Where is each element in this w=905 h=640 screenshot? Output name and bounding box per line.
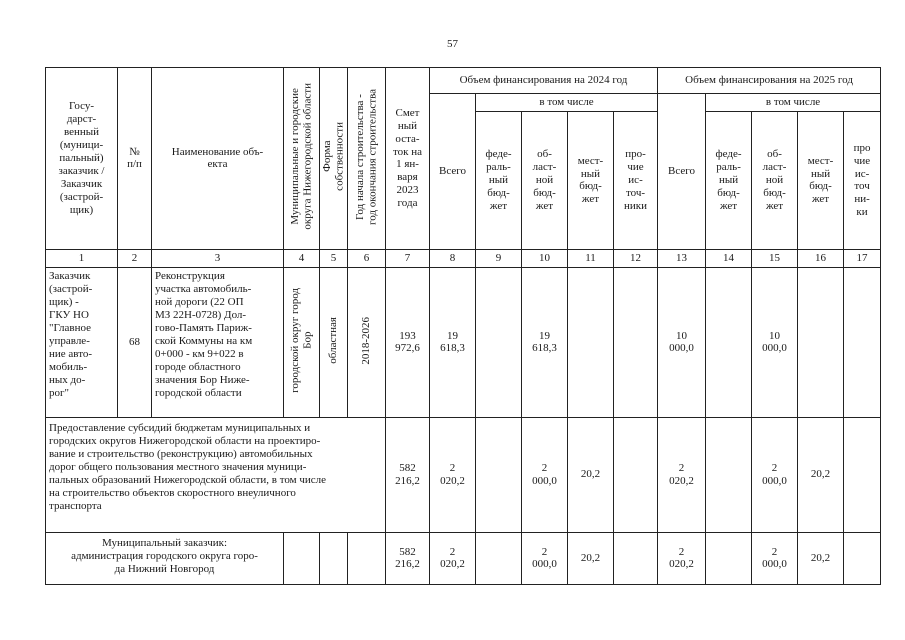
header-total-2024: Всего [430, 94, 476, 250]
header-regional-2024: об- ласт- ной бюд- жет [522, 111, 568, 249]
page-number: 57 [447, 38, 458, 50]
subsidy-regional-2024: 2 000,0 [522, 417, 568, 532]
col-num: 2 [118, 249, 152, 267]
header-other-2024: про- чие ис- точ- ники [614, 111, 658, 249]
header-federal-2024: феде- раль- ный бюд- жет [476, 111, 522, 249]
col-num: 12 [614, 249, 658, 267]
municipal-total-2025: 2 020,2 [658, 532, 706, 584]
header-ownership [320, 68, 348, 250]
municipal-regional-2025: 2 000,0 [752, 532, 798, 584]
subsidy-total-2025: 2 020,2 [658, 417, 706, 532]
col-num: 10 [522, 249, 568, 267]
header-municipality [284, 68, 320, 250]
col-num: 16 [798, 249, 844, 267]
header-estimate: Смет ный оста- ток на 1 ян- варя 2023 года [386, 68, 430, 250]
row-object-name: Реконструкция участка автомобиль- ной дороги (22 ОП МЗ 22Н-0728) Дол- гово-Память Париж- ской Коммуны на км 0+000 - км 9+022 в городе областного значения Бор Ниже- городской области [152, 267, 284, 417]
subsidy-federal-2025 [706, 417, 752, 532]
subsidy-total-2024: 2 020,2 [430, 417, 476, 532]
municipal-empty [284, 532, 320, 584]
municipal-federal-2024 [476, 532, 522, 584]
municipal-total-2024: 2 020,2 [430, 532, 476, 584]
subsidy-row [46, 417, 881, 532]
header-years [348, 68, 386, 250]
row-federal-2025 [706, 267, 752, 417]
header-federal-2025: феде- раль- ный бюд- жет [706, 111, 752, 249]
row-np: 68 [118, 267, 152, 417]
municipal-other-2025 [844, 532, 881, 584]
row-federal-2024 [476, 267, 522, 417]
col-num: 3 [152, 249, 284, 267]
municipal-regional-2024: 2 000,0 [522, 532, 568, 584]
subsidy-local-2024: 20,2 [568, 417, 614, 532]
subsidy-regional-2025: 2 000,0 [752, 417, 798, 532]
col-num: 13 [658, 249, 706, 267]
row-other-2025 [844, 267, 881, 417]
row-municipality-text: городской округ город Бор [288, 288, 314, 393]
subsidy-other-2024 [614, 417, 658, 532]
municipal-other-2024 [614, 532, 658, 584]
column-number-row [46, 249, 881, 267]
header-including-2024: в том числе [476, 94, 658, 112]
row-ownership [320, 267, 348, 417]
municipal-estimate: 582 216,2 [386, 532, 430, 584]
subsidy-federal-2024 [476, 417, 522, 532]
row-customer: Заказчик (застрой- щик) - ГКУ НО "Главное управле- ние авто- мобиль- ных до- рог" [46, 267, 118, 417]
financing-table [45, 67, 881, 585]
col-num: 14 [706, 249, 752, 267]
header-other-2025: про чие ис- точ ни- ки [844, 111, 881, 249]
municipal-local-2025: 20,2 [798, 532, 844, 584]
subsidy-local-2025: 20,2 [798, 417, 844, 532]
municipal-federal-2025 [706, 532, 752, 584]
row-local-2025 [798, 267, 844, 417]
header-years-text: Год начала строительства - год окончания строительства [353, 88, 379, 225]
col-num: 4 [284, 249, 320, 267]
municipal-empty [320, 532, 348, 584]
header-object-name: Наименование объ- екта [152, 68, 284, 250]
subsidy-description: Предоставление субсидий бюджетам муниципальных и городских округов Нижегородской области на проектиро- вание и строительство (реконструкцию) автомобильных дорог общего пользования местного значения муници- пальных образований Нижегородской области, в том числе на строительство объектов скоростного внеуличного транспорта [46, 417, 386, 532]
row-local-2024 [568, 267, 614, 417]
header-row-1 [46, 68, 881, 94]
row-regional-2025: 10 000,0 [752, 267, 798, 417]
header-customer: Госу- дарст- венный (муници- пальный) заказчик / Заказчик (застрой- щик) [46, 68, 118, 250]
row-estimate: 193 972,6 [386, 267, 430, 417]
municipal-empty [348, 532, 386, 584]
header-fin-2025: Объем финансирования на 2025 год [658, 68, 881, 94]
row-years [348, 267, 386, 417]
col-num: 15 [752, 249, 798, 267]
subsidy-other-2025 [844, 417, 881, 532]
row-other-2024 [614, 267, 658, 417]
col-num: 11 [568, 249, 614, 267]
row-regional-2024: 19 618,3 [522, 267, 568, 417]
row-total-2025: 10 000,0 [658, 267, 706, 417]
col-num: 5 [320, 249, 348, 267]
header-local-2025: мест- ный бюд- жет [798, 111, 844, 249]
col-num: 1 [46, 249, 118, 267]
subsidy-estimate: 582 216,2 [386, 417, 430, 532]
row-ownership-text: областная [327, 317, 340, 364]
municipal-row [46, 532, 881, 584]
header-np: № п/п [118, 68, 152, 250]
header-ownership-text: Форма собственности [320, 122, 346, 191]
row-years-text: 2018-2026 [360, 316, 373, 365]
col-num: 6 [348, 249, 386, 267]
table-row [46, 267, 881, 417]
row-municipality [284, 267, 320, 417]
col-num: 8 [430, 249, 476, 267]
col-num: 17 [844, 249, 881, 267]
municipal-local-2024: 20,2 [568, 532, 614, 584]
header-total-2025: Всего [658, 94, 706, 250]
col-num: 7 [386, 249, 430, 267]
header-municipality-text: Муниципальные и городские округа Нижегородской области [288, 83, 314, 230]
col-num: 9 [476, 249, 522, 267]
header-regional-2025: об- ласт- ной бюд- жет [752, 111, 798, 249]
municipal-description: Муниципальный заказчик: администрация городского округа горо- да Нижний Новгород [46, 532, 284, 584]
header-including-2025: в том числе [706, 94, 881, 112]
header-local-2024: мест- ный бюд- жет [568, 111, 614, 249]
row-total-2024: 19 618,3 [430, 267, 476, 417]
header-fin-2024: Объем финансирования на 2024 год [430, 68, 658, 94]
